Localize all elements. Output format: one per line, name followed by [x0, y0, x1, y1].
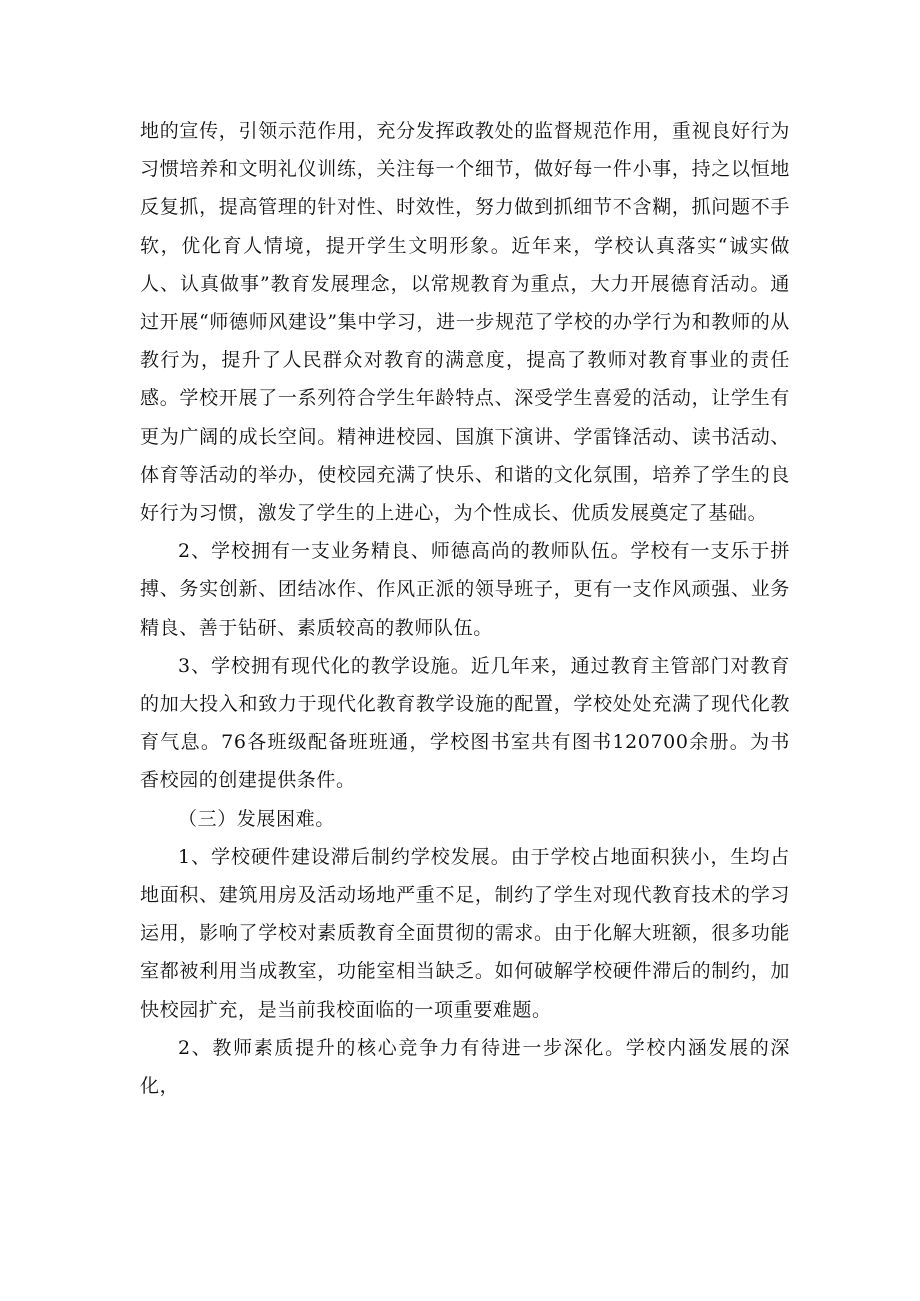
section-heading-development-difficulties: （三）发展困难。 — [178, 807, 335, 830]
paragraph-teacher-quality: 2、教师素质提升的核心竞争力有待进一步深化。学校内涵发展的深化， — [140, 1036, 790, 1098]
paragraph-teacher-team: 2、学校拥有一支业务精良、师德高尚的教师队伍。学校有一支乐于拼搏、务实创新、团结冰作、作风正派的领导班子，更有一支作风顽强、业务精良、善于钻研、素质较高的教师队伍。 — [140, 540, 790, 639]
paragraph-hardware-constraints: 1、学校硬件建设滞后制约学校发展。由于学校占地面积狭小，生均占地面积、建筑用房及活动场地严重不足，制约了学生对现代教育技术的学习运用，影响了学校对素质教育全面贯彻的需求。由于化解大班额，很多功能室都被利用当成教室，功能室相当缺乏。如何破解学校硬件滞后的制约，加快校园扩充，是当前我校面临的一项重要难题。 — [140, 845, 790, 1021]
document-body — [140, 112, 790, 1105]
paragraph-modern-facilities: 3、学校拥有现代化的教学设施。近几年来，通过教育主管部门对教育的加大投入和致力于现代化教育教学设施的配置，学校处处充满了现代化教育气息。76各班级配备班班通，学校图书室共有图书120700余册。为书香校园的创建提供条件。 — [140, 654, 790, 792]
paragraph-continuation: 地的宣传，引领示范作用，充分发挥政教处的监督规范作用，重视良好行为习惯培养和文明礼仪训练，关注每一个细节，做好每一件小事，持之以恒地反复抓，提高管理的针对性、时效性，努力做到抓细节不含糊，抓问题不手软，优化育人情境，提开学生文明形象。近年来，学校认真落实“诚实做人、认真做事”教育发展理念，以常规教育为重点，大力开展德育活动。通过开展“师德师风建设”集中学习，进一步规范了学校的办学行为和教师的从教行为，提升了人民群众对教育的满意度，提高了教师对教育事业的责任感。学校开展了一系列符合学生年龄特点、深受学生喜爱的活动，让学生有更为广阔的成长空间。精神进校园、国旗下演讲、学雷锋活动、读书活动、体育等活动的举办，使校园充满了快乐、和谐的文化氛围，培养了学生的良好行为习惯，激发了学生的上进心，为个性成长、优质发展奠定了基础。 — [140, 120, 790, 525]
